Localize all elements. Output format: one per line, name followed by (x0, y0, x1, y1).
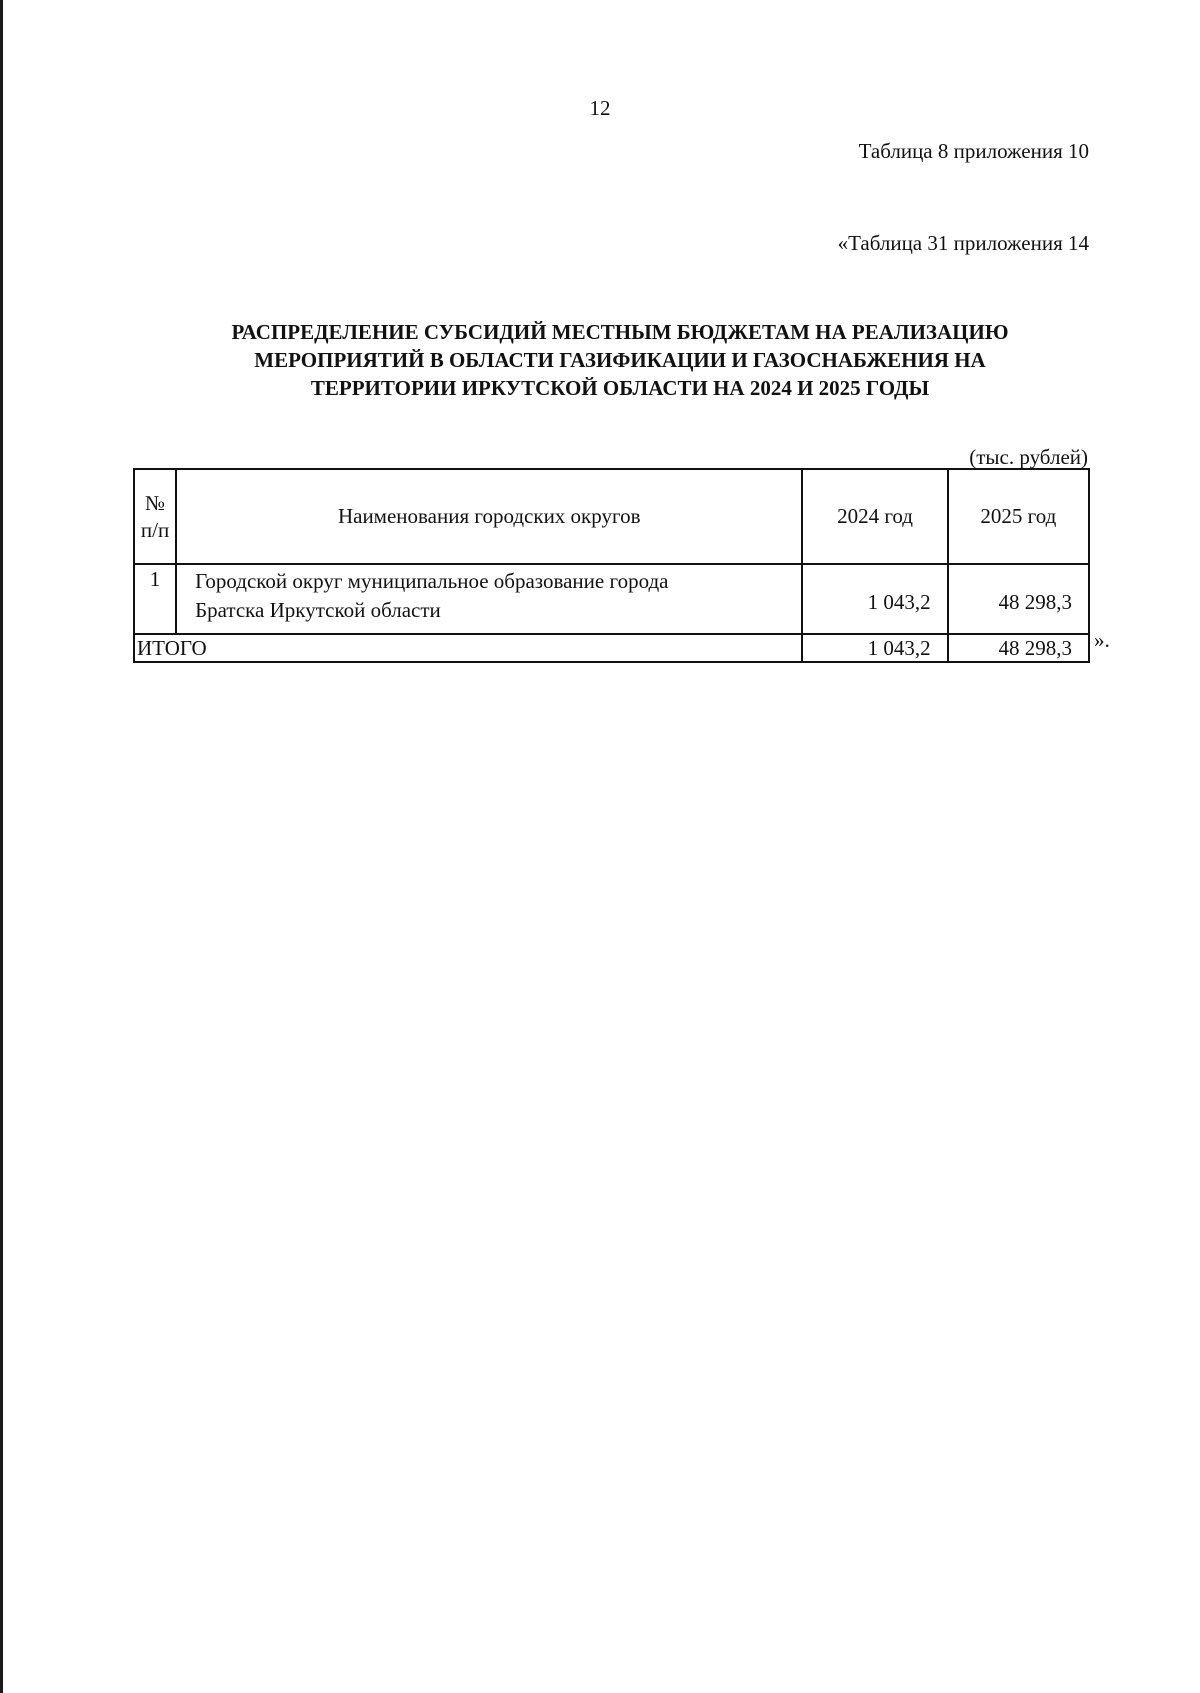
closing-quote: ». (1094, 628, 1110, 652)
header-number-pp: п/п (140, 517, 170, 542)
title-line-2: МЕРОПРИЯТИЙ В ОБЛАСТИ ГАЗИФИКАЦИИ И ГАЗОСНАБЖЕНИЯ НА (254, 348, 986, 372)
header-district-name: Наименования городских округов (176, 469, 802, 564)
header-year-2025: 2025 год (948, 469, 1089, 564)
total-label: ИТОГО (134, 634, 802, 662)
header-number (134, 469, 176, 564)
page-number: 12 (589, 96, 611, 120)
row-district-name (176, 564, 802, 634)
table-reference-appendix-10: Таблица 8 приложения 10 (858, 139, 1089, 163)
header-number-symbol: № (145, 490, 166, 515)
row-district-name-line-2: Братска Иркутской области (195, 598, 441, 622)
row-value-2025: 48 298,3 (948, 564, 1089, 634)
title-line-1: РАСПРЕДЕЛЕНИЕ СУБСИДИЙ МЕСТНЫМ БЮДЖЕТАМ НА РЕАЛИЗАЦИЮ (231, 320, 1009, 344)
table-row (134, 564, 1089, 634)
row-district-name-line-1: Городской округ муниципальное образование города (195, 569, 669, 593)
table-total-row (134, 634, 1089, 662)
table-reference-appendix-14: «Таблица 31 приложения 14 (837, 231, 1089, 255)
header-year-2024: 2024 год (802, 469, 947, 564)
table-header-row (134, 469, 1089, 564)
units-label: (тыс. рублей) (969, 445, 1088, 469)
total-value-2024: 1 043,2 (802, 634, 947, 662)
subsidy-table (133, 468, 1090, 663)
title-line-3: ТЕРРИТОРИИ ИРКУТСКОЙ ОБЛАСТИ НА 2024 И 2025 ГОДЫ (310, 376, 930, 400)
document-title (140, 318, 1100, 402)
scan-edge (0, 0, 3, 1693)
row-value-2024: 1 043,2 (802, 564, 947, 634)
total-value-2025: 48 298,3 (948, 634, 1089, 662)
row-number: 1 (134, 564, 176, 634)
